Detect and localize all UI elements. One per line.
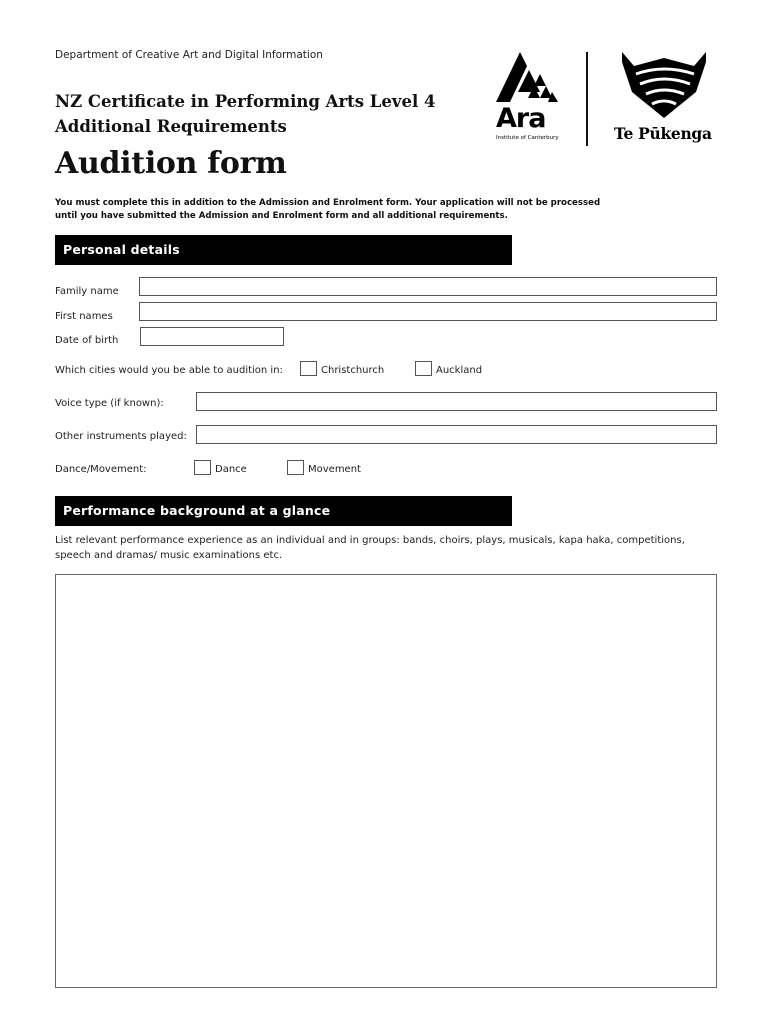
auckland-label: Auckland xyxy=(436,365,483,376)
instruments-field[interactable] xyxy=(196,425,717,444)
instruments-label: Other instruments played: xyxy=(55,431,187,442)
logo-divider xyxy=(586,52,588,146)
dob-field[interactable] xyxy=(140,327,284,346)
auckland-checkbox[interactable] xyxy=(415,361,432,376)
movement-checkbox[interactable] xyxy=(287,460,304,475)
performance-experience-textarea[interactable] xyxy=(55,574,717,988)
dob-label: Date of birth xyxy=(55,335,119,346)
instructions-note: You must complete this in addition to the Admission and Enrolment form. Your application will not be processed until you have submitted the Admission and Enrolment form and all additional requirements. xyxy=(55,198,601,221)
voice-type-label: Voice type (if known): xyxy=(55,398,164,409)
dance-movement-label: Dance/Movement: xyxy=(55,464,147,475)
qualification-title-line1: NZ Certificate in Performing Arts Level 4 xyxy=(55,92,436,111)
page-title: Audition form xyxy=(55,146,287,181)
ara-logo-wordmark: Ara xyxy=(496,103,546,134)
ara-logo-subtitle: Institute of Canterbury xyxy=(496,135,559,141)
cities-label: Which cities would you be able to audition in: xyxy=(55,365,283,376)
dance-checkbox[interactable] xyxy=(194,460,211,475)
christchurch-checkbox[interactable] xyxy=(300,361,317,376)
department-name: Department of Creative Art and Digital Information xyxy=(55,49,323,61)
dance-option-label: Dance xyxy=(215,464,247,475)
voice-type-field[interactable] xyxy=(196,392,717,411)
family-name-label: Family name xyxy=(55,286,119,297)
te-pukenga-logo-icon xyxy=(622,52,706,118)
personal-details-heading: Personal details xyxy=(55,235,512,265)
first-names-label: First names xyxy=(55,311,113,322)
te-pukenga-wordmark: Te Pūkenga xyxy=(614,124,712,143)
ara-triangle-logo-icon xyxy=(496,52,558,102)
performance-background-heading: Performance background at a glance xyxy=(55,496,512,526)
first-names-field[interactable] xyxy=(139,302,717,321)
movement-option-label: Movement xyxy=(308,464,361,475)
qualification-title xyxy=(55,89,435,139)
performance-prompt: List relevant performance experience as an individual and in groups: bands, choirs, plays, musicals, kapa haka, competitions, speech and dramas/ music examinations etc. xyxy=(55,535,685,561)
family-name-field[interactable] xyxy=(139,277,717,296)
christchurch-label: Christchurch xyxy=(321,365,385,376)
qualification-title-line2: Additional Requirements xyxy=(55,117,287,136)
